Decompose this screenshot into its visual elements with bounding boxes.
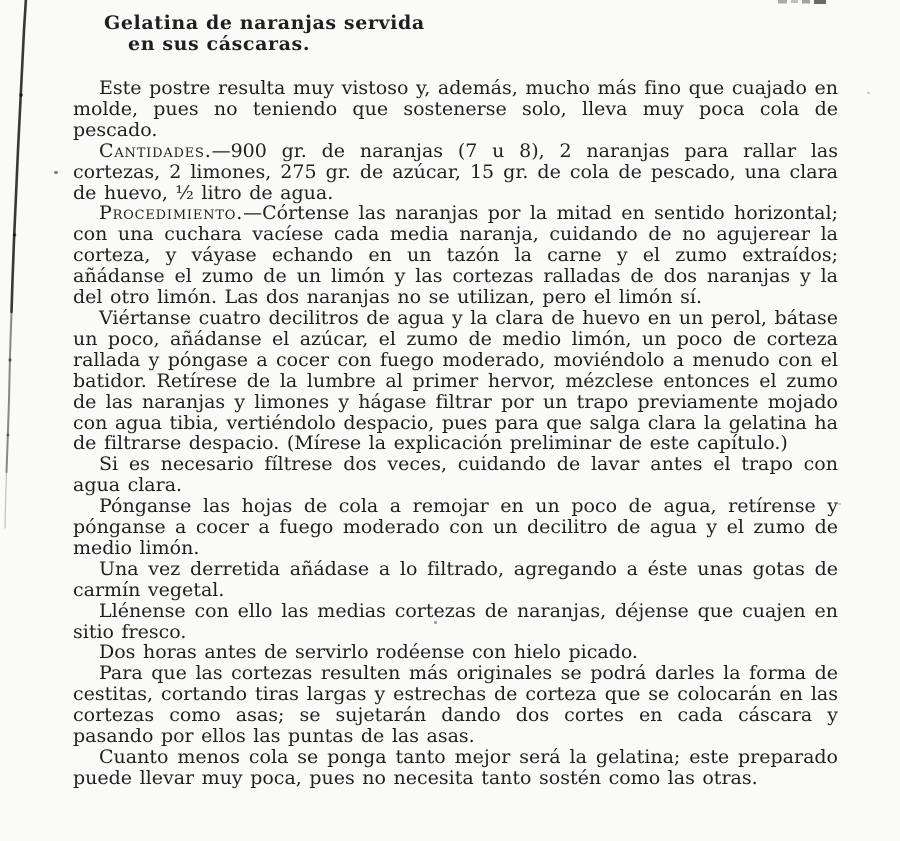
recipe-body <box>73 78 838 789</box>
paragraph: Cuanto menos cola se ponga tanto mejor será la gelatina; este preparado puede llevar muy poca, pues no necesita tanto sostén como las otras. <box>73 746 838 789</box>
recipe-title-line2: en sus cáscaras. <box>128 33 311 55</box>
paragraph: Si es necesario fíltrese dos veces, cuidando de lavar antes el trapo con agua clara. <box>73 453 838 497</box>
recipe-title <box>73 13 838 55</box>
page-edge-line <box>0 0 40 560</box>
text-column <box>73 13 838 789</box>
paragraph: Este postre resulta muy vistoso y, además, mucho más fino que cuajado en molde, pues no teniendo que sostenerse solo, lleva muy poca cola de pescado. <box>73 77 838 141</box>
paragraph: Procedimiento.—Córtense las naranjas por la mitad en sentido horizontal; con una cuchara vacíese cada media naranja, cuidando de no agujerear la corteza, y váyase echando en un tazón la carne y el zumo extraídos; añádanse el zumo de un limón y las cortezas ralladas de dos naranjas y la del otro limón. Las dos naranjas no se utilizan, pero el limón sí. <box>73 202 838 309</box>
paragraph: Pónganse las hojas de cola a remojar en un poco de agua, retírense y pónganse a cocer a fuego moderado con un decilitro de agua y el zumo de medio limón. <box>73 495 838 559</box>
recipe-title-line1: Gelatina de naranjas servida <box>104 12 425 34</box>
paragraph: Dos horas antes de servirlo rodéense con hielo picado. <box>99 641 638 664</box>
paragraph: Para que las cortezas resulten más originales se podrá darles la forma de cestitas, cortando tiras largas y estrechas de corteza que se colocarán en las cortezas como asas; se sujetarán dando dos cortes en cada cáscara y pasando por ellos las puntas de las asas. <box>73 662 838 748</box>
cropped-corner-mark <box>770 0 850 8</box>
paragraph-lead: Procedimiento. <box>99 202 244 225</box>
paper-speck <box>838 503 841 505</box>
paragraph: Viértanse cuatro decilitros de agua y la clara de huevo en un perol, bátase un poco, añádanse el azúcar, el zumo de medio limón, un poco de corteza rallada y póngase a cocer con fuego moderado, moviéndolo a menudo con el batidor. Retírese de la lumbre al primer hervor, mézclese entonces el zumo de las naranjas y limones y hágase filtrar por un trapo previamente mojado con agua tibia, vertiéndolo despacio, pues para que salga clara la gelatina ha de filtrarse despacio. (Mírese la explicación preliminar de este capítulo.) <box>73 306 838 455</box>
paragraph-lead: Cantidades. <box>99 139 212 162</box>
paper-speck <box>54 171 58 174</box>
paper-speck <box>867 92 870 94</box>
paragraph: Llénense con ello las medias cortezas de naranjas, déjense que cuajen en sitio fresco. <box>73 599 838 643</box>
paragraph: Una vez derretida añádase a lo filtrado, agregando a éste unas gotas de carmín vegetal. <box>73 557 838 601</box>
paragraph: Cantidades.—900 gr. de naranjas (7 u 8), 2 naranjas para rallar las cortezas, 2 limones, 275 gr. de azúcar, 15 gr. de cola de pescado, una clara de huevo, ½ litro de agua. <box>73 139 838 204</box>
